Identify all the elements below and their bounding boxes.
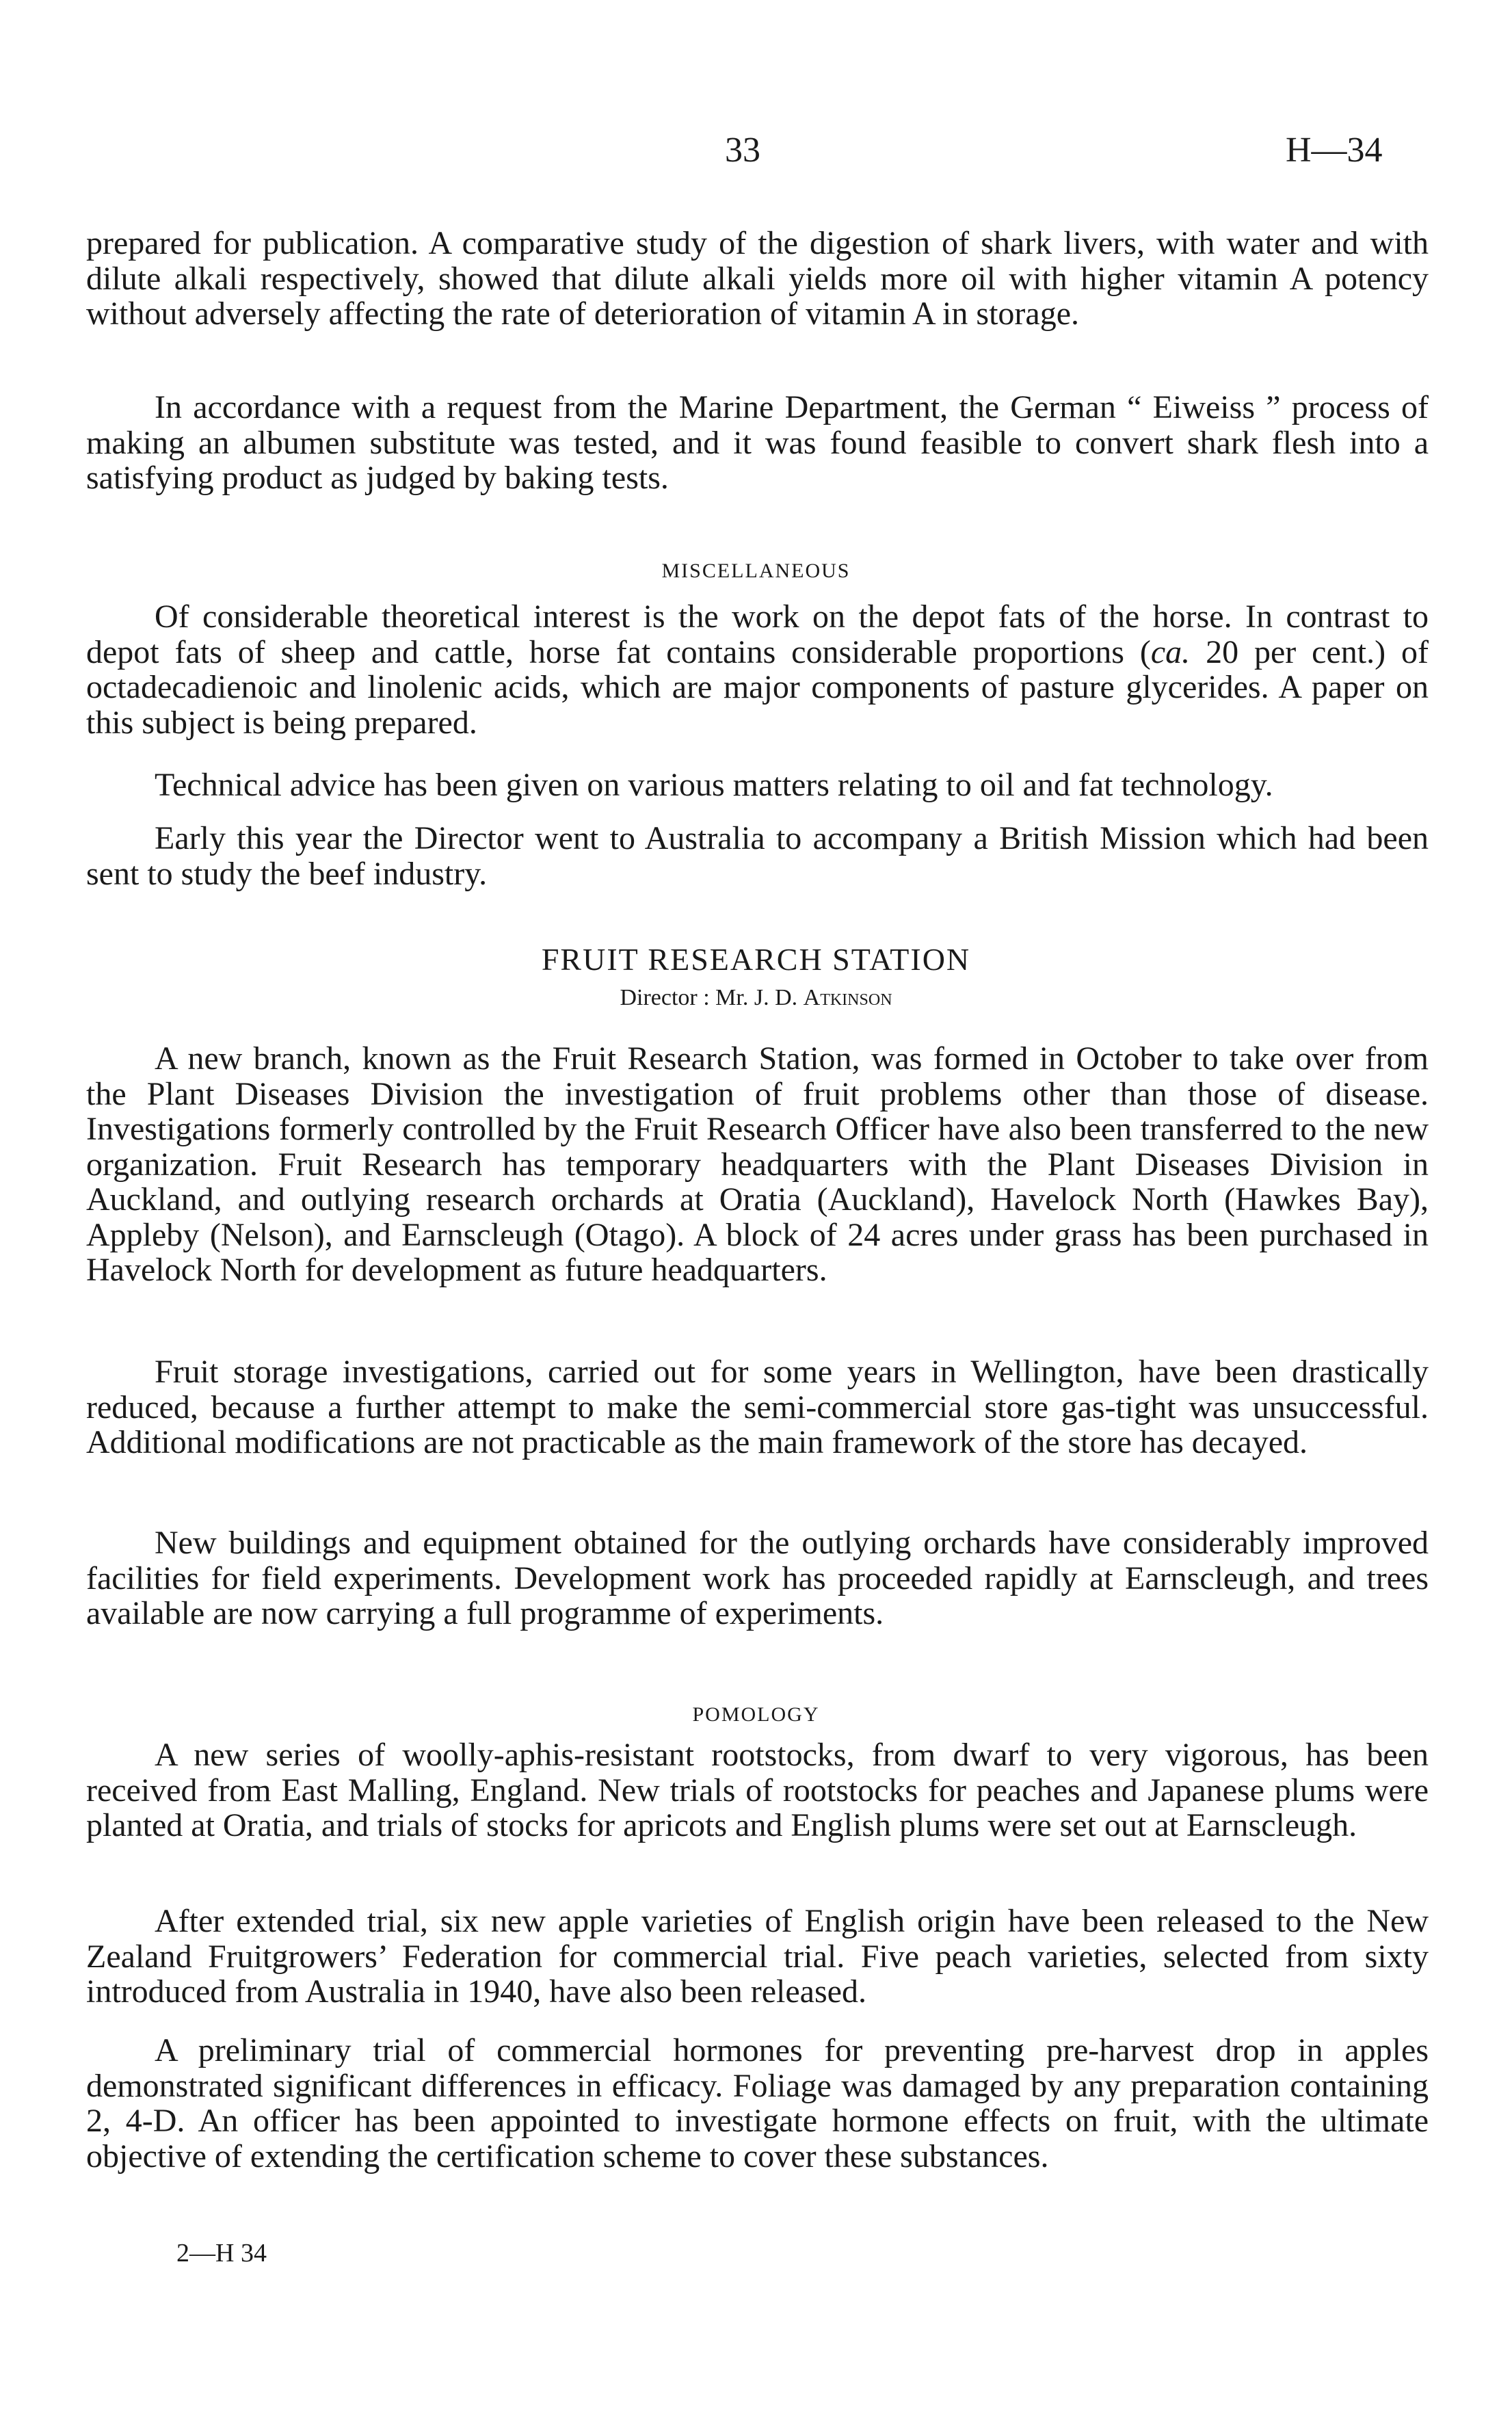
text: 20 per cent.) of octadecadienoic and linolenic acids, which are major components of pasture glycerides. A paper on this subject is being prepared. bbox=[86, 633, 1429, 741]
paragraph-hormones: A preliminary trial of commercial hormones for preventing pre-harvest drop in apples demonstrated significant differences in efficacy. Foliage was damaged by any preparation containing 2, 4-D. An officer has been appointed to investigate hormone effects on fruit, with the ultimate objective of extending the certification scheme to cover these substances. bbox=[86, 2032, 1429, 2174]
director-label: Director : Mr. J. D. bbox=[620, 985, 798, 1010]
paragraph-fruit-storage: Fruit storage investigations, carried out for some years in Wellington, have been drastically reduced, because a further attempt to make the semi-commercial store gas-tight was unsuccessful. Additional modifications are not practicable as the main framework of the store has decayed. bbox=[86, 1354, 1429, 1460]
section-heading-fruit-research-station: FRUIT RESEARCH STATION bbox=[541, 942, 971, 977]
paragraph-apple-varieties: After extended trial, six new apple varieties of English origin have been released to the New Zealand Fruitgrowers’ Federation for commercial trial. Five peach varieties, selected from sixty introduced from Australia in 1940, have also been released. bbox=[86, 1903, 1429, 2010]
paragraph-new-branch: A new branch, known as the Fruit Research Station, was formed in October to take over from the Plant Diseases Division the investigation of fruit problems other than those of disease. Investigations formerly controlled by the Fruit Research Officer have also been transferred to the new organization. Fruit Research has temporary headquarters with the Plant Diseases Division in Auckland, and outlying research orchards at Oratia (Auckland), Havelock North (Hawkes Bay), Appleby (Nelson), and Earnscleugh (Otago). A block of 24 acres under grass has been purchased in Havelock North for development as future headquarters. bbox=[86, 1040, 1429, 1288]
director-line bbox=[0, 985, 1512, 1011]
director-name: Atkinson bbox=[803, 985, 892, 1010]
document-code: H—34 bbox=[1286, 131, 1383, 170]
text: Of considerable theoretical interest is the work on the depot fats of the horse. In contrast to depot fats of sheep and cattle, horse fat contains considerable proportions ( bbox=[86, 599, 1429, 670]
paragraph-new-buildings: New buildings and equipment obtained for the outlying orchards have considerably improved facilities for field experiments. Development work has proceeded rapidly at Earnscleugh, and trees available are now carrying a full programme of experiments. bbox=[86, 1525, 1429, 1631]
section-heading-miscellaneous: MISCELLANEOUS bbox=[661, 560, 851, 582]
signature-mark: 2—H 34 bbox=[176, 2239, 267, 2268]
paragraph-eiweiss: In accordance with a request from the Marine Department, the German “ Eiweiss ” process of making an albumen substitute was tested, and it was found feasible to convert shark flesh into a satisfying product as judged by baking tests. bbox=[86, 389, 1429, 496]
paragraph-shark-livers: prepared for publication. A comparative study of the digestion of shark livers, with water and with dilute alkali respectively, showed that dilute alkali yields more oil with higher vitamin A potency without adversely affecting the rate of deterioration of vitamin A in storage. bbox=[86, 225, 1429, 332]
paragraph-depot-fats bbox=[86, 599, 1429, 740]
paragraph-rootstocks: A new series of woolly-aphis-resistant rootstocks, from dwarf to very vigorous, has been received from East Malling, England. New trials of rootstocks for peaches and Japanese plums were planted at Oratia, and trials of stocks for apricots and English plums were set out at Earnscleugh. bbox=[86, 1737, 1429, 1843]
paragraph-australia: Early this year the Director went to Australia to accompany a British Mission which had been sent to study the beef industry. bbox=[86, 820, 1429, 892]
italic-ca: ca. bbox=[1150, 633, 1191, 670]
page-number: 33 bbox=[725, 131, 760, 170]
paragraph-technical-advice: Technical advice has been given on various matters relating to oil and fat technology. bbox=[155, 767, 1273, 803]
section-heading-pomology: POMOLOGY bbox=[692, 1703, 820, 1726]
